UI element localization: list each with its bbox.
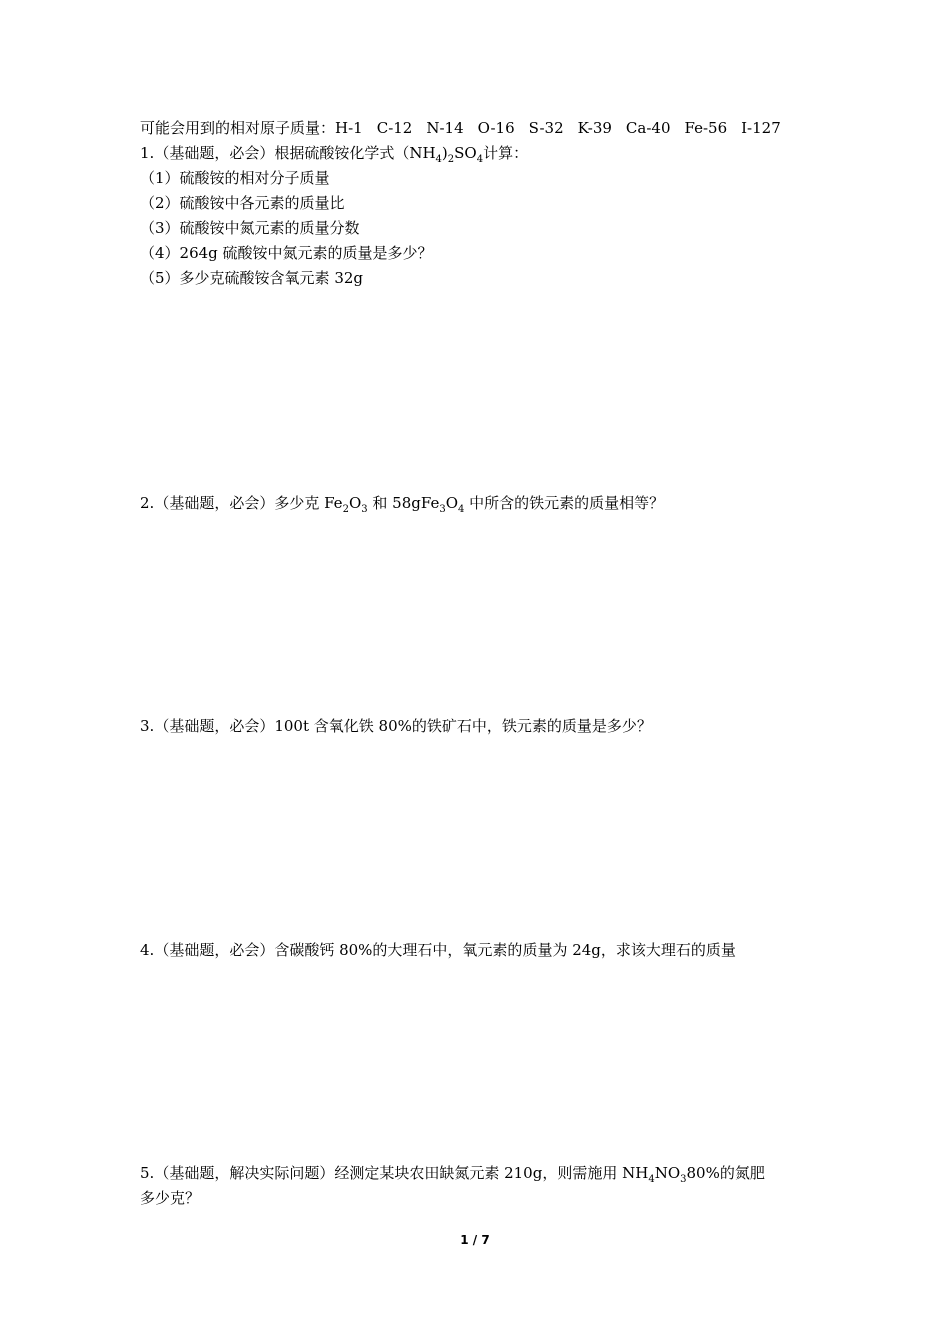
subscript: 3	[439, 504, 446, 515]
question-number: 3.	[140, 717, 155, 735]
question-1-subitem: （2）硫酸铵中各元素的质量比	[140, 194, 345, 212]
atomic-mass-item: N-14	[426, 119, 464, 137]
question-text: O	[348, 494, 362, 512]
question-3-title	[140, 716, 652, 736]
question-1-subitem: （1）硫酸铵的相对分子质量	[140, 169, 330, 187]
atomic-mass-item: H-1	[335, 119, 363, 137]
question-text: 含碳酸钙 80%的大理石中，氧元素的质量为 24g，求该大理石的质量	[274, 941, 736, 959]
question-number: 5.	[140, 1164, 155, 1182]
question-5-title	[140, 1163, 810, 1183]
atomic-mass-item: K-39	[577, 119, 612, 137]
subscript: 3	[361, 504, 368, 515]
atomic-mass-reference	[140, 118, 781, 138]
subscript: 4	[648, 1174, 655, 1185]
atomic-mass-label: 可能会用到的相对原子质量：	[140, 119, 336, 137]
question-tag: （基础题，解决实际问题）	[154, 1164, 335, 1182]
question-number: 2.	[140, 494, 155, 512]
question-text: 和 58gFe	[367, 494, 440, 512]
question-text: )	[441, 144, 448, 162]
question-text: 100t 含氧化铁 80%的铁矿石中，铁元素的质量是多少？	[274, 717, 652, 735]
subscript: 3	[680, 1174, 687, 1185]
page-number: 1 / 7	[460, 1233, 490, 1247]
question-text: 计算：	[483, 144, 529, 162]
question-text: NO	[654, 1164, 681, 1182]
subscript: 2	[447, 154, 455, 165]
atomic-mass-item: I-127	[741, 119, 781, 137]
question-1-subitem: （5）多少克硫酸铵含氧元素 32g	[140, 269, 364, 287]
atomic-mass-item: C-12	[376, 119, 413, 137]
atomic-mass-item: Ca-40	[625, 119, 671, 137]
subscript: 4	[476, 154, 484, 165]
atomic-mass-item: Fe-56	[684, 119, 728, 137]
question-text: SO	[454, 144, 477, 162]
question-text: 经测定某块农田缺氮元素 210g，则需施用 NH	[334, 1164, 649, 1182]
question-tag: （基础题，必会）	[154, 144, 275, 162]
question-text: 80%的氮肥	[686, 1164, 765, 1182]
subscript: 4	[435, 154, 442, 165]
question-2-title	[140, 493, 664, 513]
question-text: 根据硫酸铵化学式（NH	[274, 144, 436, 162]
question-tag: （基础题，必会）	[154, 717, 275, 735]
question-text: 多少克 Fe	[274, 494, 343, 512]
question-number: 4.	[140, 941, 155, 959]
question-tag: （基础题，必会）	[154, 941, 275, 959]
question-number: 1.	[140, 144, 155, 162]
subscript: 4	[458, 504, 465, 515]
question-5-continuation: 多少克？	[140, 1189, 201, 1207]
question-1-subitem: （3）硫酸铵中氮元素的质量分数	[140, 219, 360, 237]
question-1-subitem: （4）264g 硫酸铵中氮元素的质量是多少？	[140, 244, 433, 262]
atomic-mass-item: O-16	[477, 119, 515, 137]
question-text: O	[445, 494, 459, 512]
atomic-mass-item: S-32	[528, 119, 564, 137]
question-4-title	[140, 940, 736, 960]
question-1-title	[140, 143, 528, 163]
subscript: 2	[342, 504, 349, 515]
question-tag: （基础题，必会）	[154, 494, 275, 512]
question-text: 中所含的铁元素的质量相等？	[464, 494, 665, 512]
